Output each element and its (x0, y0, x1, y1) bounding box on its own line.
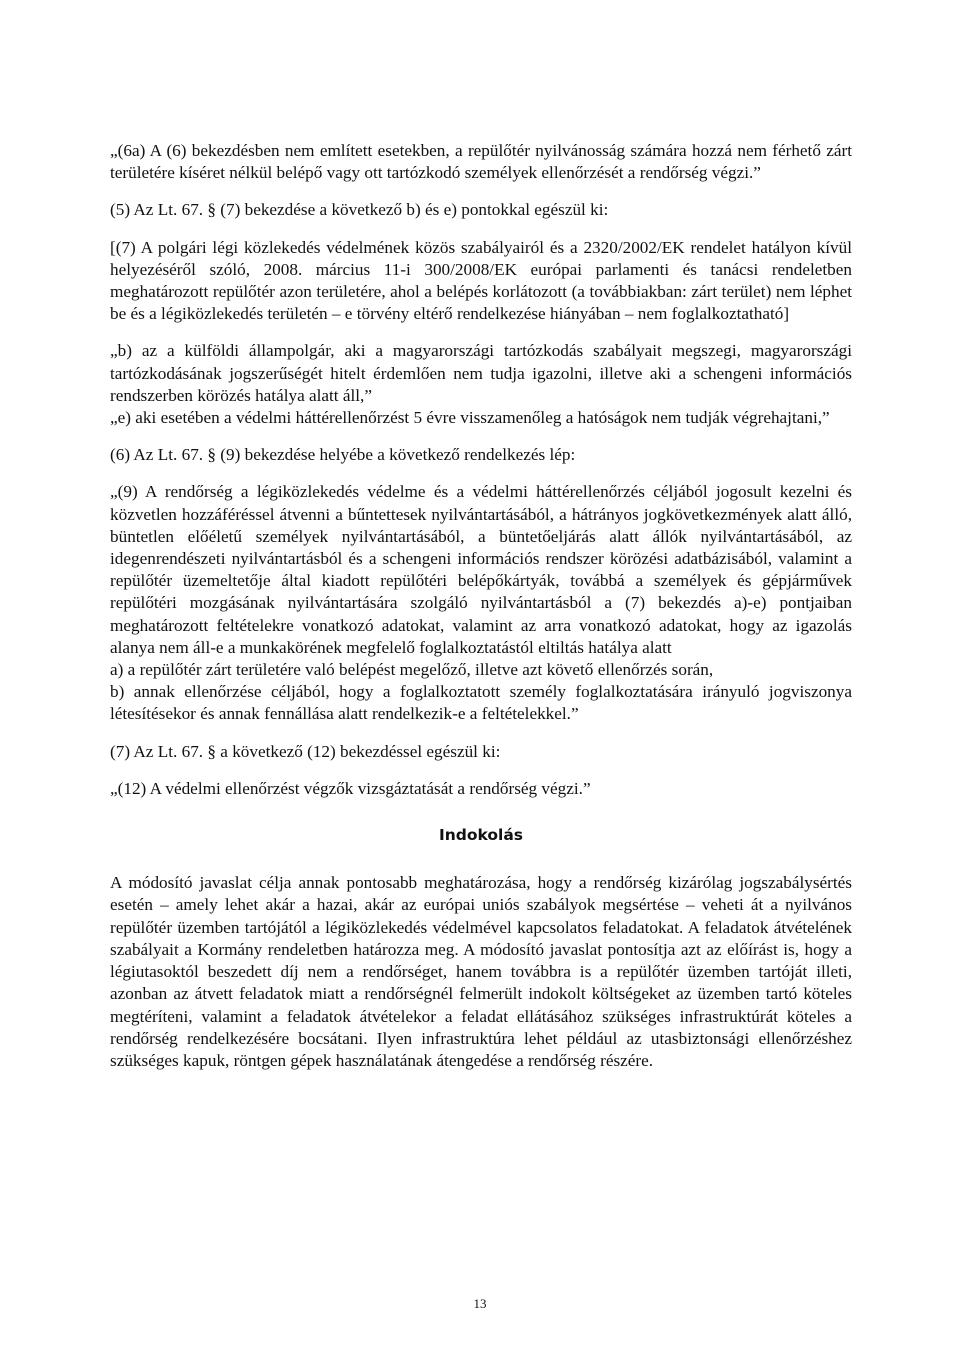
paragraph-9-point-b: b) annak ellenőrzése céljából, hogy a foglalkoztatott személy foglalkoztatására irányuló jogviszonya létesítésekor és annak fennállása alatt rendelkezik-e a feltételekkel.” (110, 682, 852, 724)
document-page (110, 140, 852, 1072)
justification-text: A módosító javaslat célja annak pontosabb meghatározása, hogy a rendőrség kizárólag jogszabálysértés esetén – amely lehet akár a hazai, akár az európai uniós szabályok megsértése – veheti át a nyilvános repülőtér üzemben tartójától a légiközlekedés védelmével kapcsolatos feladatokat. A feladatok átvételének szabályait a Kormány rendeletben határozza meg. A módosító javaslat pontosítja azt az előírást is, hogy a légiutasoktól beszedett díj nem a rendőrséget, hanem továbbra is a repülőtér üzemben tartóját illeti, azonban az átvett feladatok miatt a rendőrségnél felmerült indokolt költségeket az üzemben tartó köteles megtéríteni, valamint a feladatok átvételekor a feladat ellátásához szükséges infrastruktúrát köteles a rendőrség rendelkezésére bocsátani. Ilyen infrastruktúra lehet például az utasbiztonsági ellenőrzéshez szükséges kapuk, röntgen gépek használatának átengedése a rendőrség részére. (110, 873, 852, 1070)
paragraph-amendment-5: (5) Az Lt. 67. § (7) bekezdése a következő b) és e) pontokkal egészül ki: (110, 200, 609, 220)
section-heading: Indokolás (438, 826, 524, 845)
paragraph-amendment-7: (7) Az Lt. 67. § a következő (12) bekezdéssel egészül ki: (110, 741, 501, 761)
paragraph-point-e: „e) aki esetében a védelmi háttérellenőrzést 5 évre visszamenőleg a hatóságok nem tudják végrehajtani,” (110, 408, 830, 428)
paragraph-12: „(12) A védelmi ellenőrzést végzők vizsgáztatását a rendőrség végzi.” (110, 778, 591, 798)
paragraph-9: „(9) A rendőrség a légiközlekedés védelme és a védelmi háttérellenőrzés céljából jogosult kezelni és közvetlen hozzáféréssel átvenni a bűntettesek nyilvántartásából, a hátrányos jogkövetkezmények alatt álló, büntetlen előéletű személyek nyilvántartásából, a büntetőeljárás alatt állók nyilvántartásából, az idegenrendészeti nyilvántartásból és a schengeni információs rendszer körözési adatbázisából, valamint a repülőtér üzemeltetője által kiadott repülőtéri belépőkártyák, továbbá a személyek és gépjárművek repülőtéri mozgásának nyilvántartására szolgáló nyilvántartásból a (7) bekezdés a)-e) pontjaiban meghatározott feltételekre vonatkozó adatokat, valamint az arra vonatkozó adatokat, hogy az igazolás alanya nem áll-e a munkakörének megfelelő foglalkoztatástól eltiltás hatálya alatt (110, 482, 852, 657)
page-number: 13 (473, 1296, 487, 1311)
paragraph-point-b: „b) az a külföldi állampolgár, aki a magyarországi tartózkodás szabályait megszegi, magyarországi tartózkodásának jogszerűségét hitelt érdemlően nem tudja igazolni, illetve aki a schengeni információs rendszerben körözés hatálya alatt áll,” (110, 341, 852, 405)
paragraph-amendment-6: (6) Az Lt. 67. § (9) bekezdése helyébe a következő rendelkezés lép: (110, 445, 576, 465)
paragraph-6a: „(6a) A (6) bekezdésben nem említett esetekben, a repülőtér nyilvánosság számára hozzá nem férhető zárt területére kíséret nélkül belépő vagy ott tartózkodó személyek ellenőrzését a rendőrség végzi.” (110, 141, 852, 183)
paragraph-9-point-a: a) a repülőtér zárt területére való belépést megelőző, illetve azt követő ellenőrzés során, (110, 660, 714, 680)
paragraph-7-intro: [(7) A polgári légi közlekedés védelmének közös szabályairól és a 2320/2002/EK rendelet hatályon kívül helyezéséről szóló, 2008. március 11-i 300/2008/EK európai parlamenti és tanácsi rendeletben meghatározott repülőtér azon területére, ahol a belépés korlátozott (a továbbiakban: zárt terület) nem léphet be és a légiközlekedés területén – e törvény eltérő rendelkezése hiányában – nem foglalkoztatható] (110, 237, 852, 324)
